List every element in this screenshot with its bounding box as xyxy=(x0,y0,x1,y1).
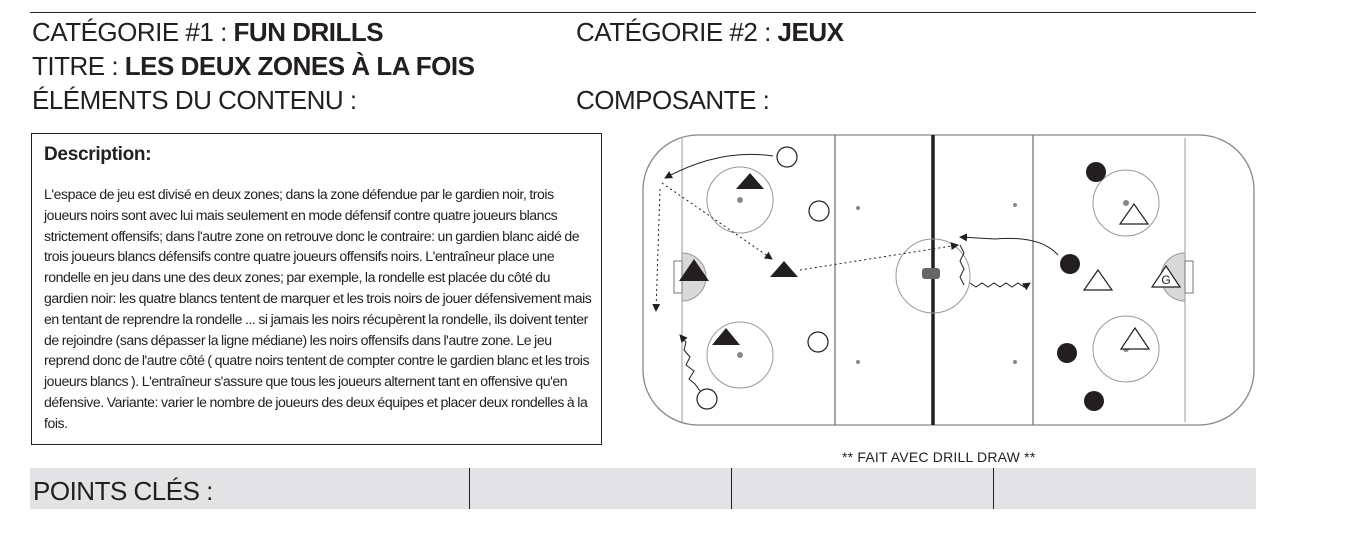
drill-title xyxy=(32,51,474,81)
category-2 xyxy=(576,17,843,47)
category-1 xyxy=(32,17,383,47)
goalie-marker: G xyxy=(1161,273,1171,287)
puck xyxy=(922,268,940,279)
key-points-bar xyxy=(30,468,1256,509)
title-label: TITRE : xyxy=(32,51,119,81)
category-1-label: CATÉGORIE #1 : xyxy=(32,17,227,47)
key-points-divider xyxy=(993,468,994,509)
description-box xyxy=(31,133,602,445)
description-heading: Description: xyxy=(44,144,152,165)
content-elements-label: ÉLÉMENTS DU CONTENU : xyxy=(32,85,357,115)
key-points-divider xyxy=(469,468,470,509)
drill-draw-credit: ** FAIT AVEC DRILL DRAW ** xyxy=(842,449,1036,465)
description-text: L'espace de jeu est divisé en deux zones; dans la zone défendue par le gardien noir, trois joueurs noirs sont avec lui mais seulement en mode défensif contre quatre joueurs blancs strictement offensifs; dans l'autre zone on retrouve donc le contraire: un gardien blanc aidé de trois joueurs blancs défensifs contre quatre joueurs offensifs noirs. L'entraîneur place une rondelle en jeu dans une des deux zones; par exemple, la rondelle est placée du côté du gardien noir: les quatre blancs tentent de marquer et les trois noirs de jouer défensivement mais en tentant de reprendre la rondelle ... si jamais les noirs récupèrent la rondelle, ils doivent tenter de rejoindre (sans dépasser la ligne médiane) les noirs offensifs dans l'autre zone. Le jeu reprend donc de l'autre côté ( quatre noirs tentent de compter contre le gardien blanc et les trois joueurs blancs ). L'entraîneur s'assure que tous les joueurs alternent tant en offensive qu'en défensive. Variante: varier le nombre de joueurs des deux équipes et placer deux rondelles à la fois. xyxy=(44,186,592,431)
title-value: LES DEUX ZONES À LA FOIS xyxy=(124,51,475,81)
top-rule xyxy=(30,12,1256,13)
category-2-label: CATÉGORIE #2 : xyxy=(576,17,771,47)
category-2-value: JEUX xyxy=(777,17,844,47)
key-points-label: POINTS CLÉS : xyxy=(33,476,213,506)
category-1-value: FUN DRILLS xyxy=(233,17,384,47)
key-points-divider xyxy=(731,468,732,509)
rink-diagram xyxy=(640,133,1260,428)
component-label: COMPOSANTE : xyxy=(576,85,770,115)
